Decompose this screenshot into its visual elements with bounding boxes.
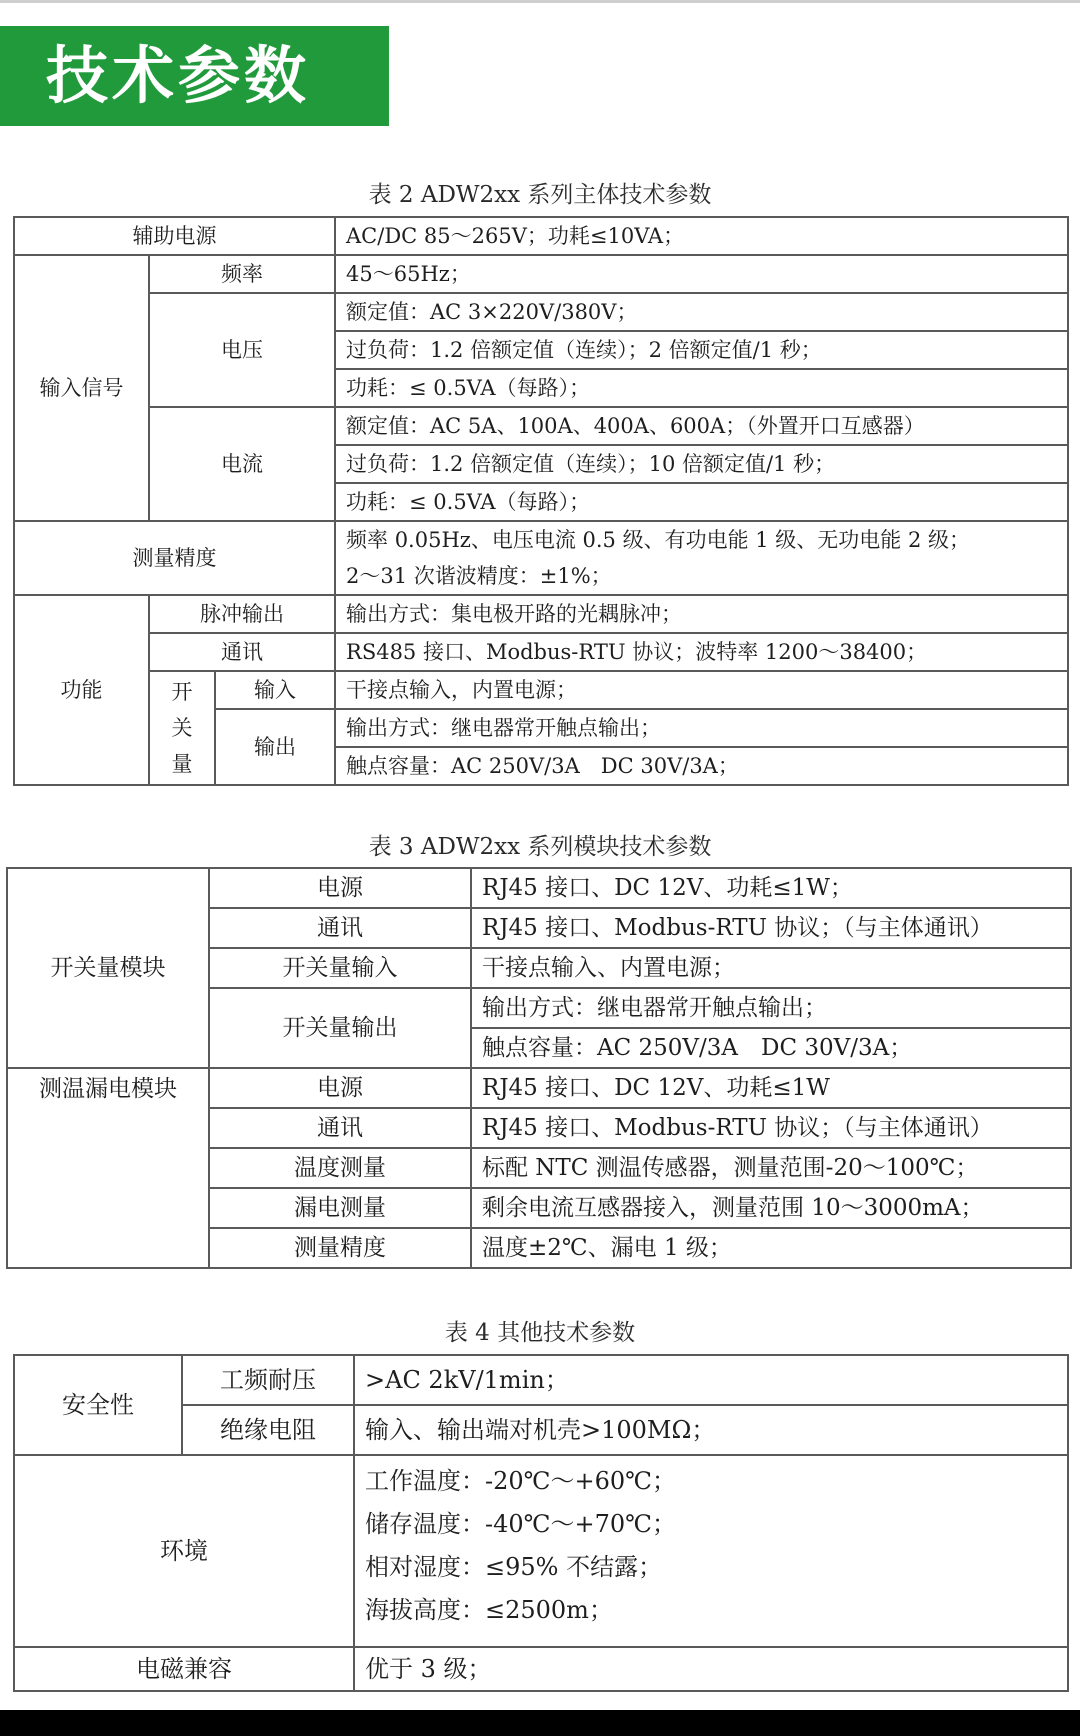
tm-comm-value: RJ45 接口、Modbus-RTU 协议；（与主体通讯） xyxy=(471,1108,1071,1148)
sm-power-label: 电源 xyxy=(209,868,471,908)
comm-label: 通讯 xyxy=(149,633,335,671)
sw-input-value: 干接点输入，内置电源； xyxy=(335,671,1068,709)
pulse-value: 输出方式：集电极开路的光耦脉冲； xyxy=(335,595,1068,633)
freq-label: 频率 xyxy=(149,255,335,293)
tm-temp-label: 温度测量 xyxy=(209,1148,471,1188)
sm-swout-line-2: 触点容量：AC 250V/3A DC 30V/3A； xyxy=(471,1028,1071,1068)
table4-other-params xyxy=(13,1354,1069,1692)
section-title: 技术参数 xyxy=(46,39,311,112)
table-row xyxy=(14,255,1068,293)
sw-output-line-1: 输出方式：继电器常开触点输出； xyxy=(335,709,1068,747)
current-overload: 过负荷：1.2 倍额定值（连续）；10 倍额定值/1 秒； xyxy=(335,445,1068,483)
withstand-value: >AC 2kV/1min； xyxy=(354,1355,1068,1405)
current-power: 功耗：≤ 0.5VA（每路）； xyxy=(335,483,1068,521)
voltage-power: 功耗：≤ 0.5VA（每路）； xyxy=(335,369,1068,407)
switch-char-1: 开 xyxy=(171,680,193,704)
switch-char-2: 关 xyxy=(171,716,193,740)
voltage-rated: 额定值：AC 3×220V/380V； xyxy=(335,293,1068,331)
tm-acc-label: 测量精度 xyxy=(209,1228,471,1268)
aux-power-value: AC/DC 85～265V；功耗≤10VA； xyxy=(335,217,1068,255)
sw-input-label: 输入 xyxy=(215,671,335,709)
table-row xyxy=(14,633,1068,671)
table-row xyxy=(14,1455,1068,1647)
comm-value: RS485 接口、Modbus-RTU 协议；波特率 1200～38400； xyxy=(335,633,1068,671)
current-rated: 额定值：AC 5A、100A、400A、600A；（外置开口互感器） xyxy=(335,407,1068,445)
switch-char-3: 量 xyxy=(171,752,193,776)
table2-main-params xyxy=(13,216,1069,786)
table4-caption: 表 4 其他技术参数 xyxy=(444,1320,636,1346)
accuracy-line-1: 频率 0.05Hz、电压电流 0.5 级、有功电能 1 级、无功电能 2 级； xyxy=(346,528,970,552)
input-signal-label: 输入信号 xyxy=(14,255,149,521)
table3-module-params xyxy=(6,867,1072,1269)
sw-output-label: 输出 xyxy=(215,709,335,785)
sm-power-value: RJ45 接口、DC 12V、功耗≤1W； xyxy=(471,868,1071,908)
tm-comm-label: 通讯 xyxy=(209,1108,471,1148)
voltage-overload: 过负荷：1.2 倍额定值（连续）；2 倍额定值/1 秒； xyxy=(335,331,1068,369)
sm-swin-value: 干接点输入、内置电源； xyxy=(471,948,1071,988)
sm-swout-line-1: 输出方式：继电器常开触点输出； xyxy=(471,988,1071,1028)
table3-caption: 表 3 ADW2xx 系列模块技术参数 xyxy=(368,834,712,860)
table-row xyxy=(14,293,1068,331)
sm-swin-label: 开关量输入 xyxy=(209,948,471,988)
env-label: 环境 xyxy=(14,1455,354,1647)
env-line-4: 海拔高度：≤2500m； xyxy=(365,1596,613,1624)
env-line-3: 相对湿度：≤95% 不结露； xyxy=(365,1553,663,1581)
emc-value: 优于 3 级； xyxy=(354,1647,1068,1691)
function-label: 功能 xyxy=(14,595,149,785)
sm-comm-value: RJ45 接口、Modbus-RTU 协议；（与主体通讯） xyxy=(471,908,1071,948)
tm-acc-value: 温度±2℃、漏电 1 级； xyxy=(471,1228,1071,1268)
voltage-label: 电压 xyxy=(149,293,335,407)
switch-label xyxy=(149,671,215,785)
accuracy-line-2: 2～31 次谐波精度：±1%； xyxy=(346,564,612,588)
aux-power-label: 辅助电源 xyxy=(14,217,335,255)
accuracy-value xyxy=(335,521,1068,595)
sw-output-line-2: 触点容量：AC 250V/3A DC 30V/3A； xyxy=(335,747,1068,785)
top-divider xyxy=(0,0,1080,3)
freq-value: 45～65Hz； xyxy=(335,255,1068,293)
switch-module-label: 开关量模块 xyxy=(7,868,209,1068)
insulation-label: 绝缘电阻 xyxy=(182,1405,354,1455)
table-row xyxy=(14,1647,1068,1691)
table-row xyxy=(7,1068,1071,1108)
withstand-label: 工频耐压 xyxy=(182,1355,354,1405)
table-row xyxy=(14,671,1068,709)
accuracy-label: 测量精度 xyxy=(14,521,335,595)
env-line-2: 储存温度：-40℃～+70℃； xyxy=(365,1510,676,1538)
tm-power-value: RJ45 接口、DC 12V、功耗≤1W xyxy=(471,1068,1071,1108)
table-row xyxy=(14,217,1068,255)
env-values xyxy=(354,1455,1068,1647)
table-row xyxy=(14,521,1068,595)
table2-caption: 表 2 ADW2xx 系列主体技术参数 xyxy=(368,182,712,208)
insulation-value: 输入、输出端对机壳>100MΩ； xyxy=(354,1405,1068,1455)
env-line-1: 工作温度：-20℃～+60℃； xyxy=(365,1467,676,1495)
safety-label: 安全性 xyxy=(14,1355,182,1455)
sm-swout-label: 开关量输出 xyxy=(209,988,471,1068)
tm-leak-value: 剩余电流互感器接入，测量范围 10～3000mA； xyxy=(471,1188,1071,1228)
table-row xyxy=(14,1355,1068,1405)
table-row xyxy=(14,407,1068,445)
tm-temp-value: 标配 NTC 测温传感器，测量范围-20～100℃； xyxy=(471,1148,1071,1188)
tm-power-label: 电源 xyxy=(209,1068,471,1108)
sm-comm-label: 通讯 xyxy=(209,908,471,948)
emc-label: 电磁兼容 xyxy=(14,1647,354,1691)
temp-module-label: 测温漏电模块 xyxy=(7,1068,209,1268)
current-label: 电流 xyxy=(149,407,335,521)
table-row xyxy=(7,868,1071,908)
bottom-black-bar xyxy=(0,1710,1080,1736)
tm-leak-label: 漏电测量 xyxy=(209,1188,471,1228)
table-row xyxy=(14,595,1068,633)
pulse-label: 脉冲输出 xyxy=(149,595,335,633)
